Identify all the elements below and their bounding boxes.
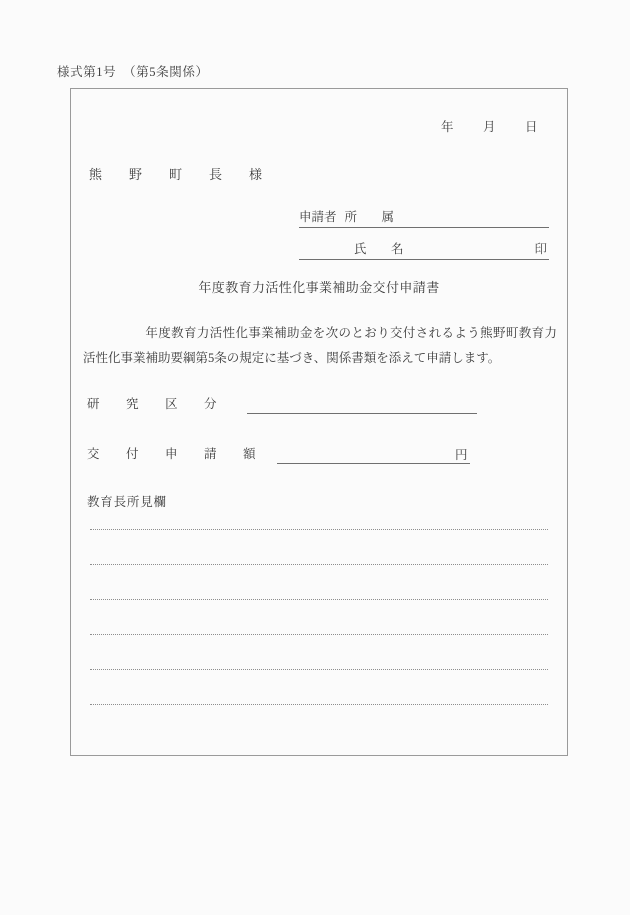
comment-line[interactable]	[90, 704, 548, 705]
application-sheet	[70, 88, 568, 756]
comments-area[interactable]	[90, 529, 548, 705]
field-research-division[interactable]	[87, 394, 477, 414]
comment-line[interactable]	[90, 669, 548, 670]
date-year-label: 年	[441, 120, 454, 134]
grant-amount-unit: 円	[455, 447, 468, 462]
applicant-block	[299, 207, 549, 260]
body-line-2: 活性化事業補助要綱第5条の規定に基づき、関係書類を添えて申請します。	[83, 351, 501, 365]
comment-line[interactable]	[90, 599, 548, 600]
field-grant-amount[interactable]	[87, 444, 470, 464]
document-title: 年度教育力活性化事業補助金交付申請書	[198, 280, 440, 295]
applicant-prefix-label: 申請者	[299, 210, 337, 224]
date-month-label: 月	[483, 120, 496, 134]
applicant-name-row[interactable]	[299, 239, 549, 260]
grant-amount-input[interactable]	[277, 446, 470, 464]
addressee-line: 熊 野 町 長 様	[89, 167, 270, 182]
grant-amount-label: 交 付 申 請 額	[87, 447, 263, 461]
body-line-1: 年度教育力活性化事業補助金を次のとおり交付されるよう熊野町教育力	[145, 326, 557, 340]
applicant-affiliation-row[interactable]	[299, 207, 549, 228]
applicant-affiliation-label: 所 属	[344, 210, 401, 224]
seal-mark-icon: 印	[534, 242, 547, 256]
comment-line[interactable]	[90, 529, 548, 530]
applicant-name-label: 氏 名	[354, 242, 410, 256]
date-line	[71, 117, 567, 135]
comment-line[interactable]	[90, 634, 548, 635]
research-division-input[interactable]	[247, 396, 477, 414]
comment-line[interactable]	[90, 564, 548, 565]
form-number: 様式第1号 （第5条関係）	[57, 65, 209, 79]
comments-heading: 教育長所見欄	[87, 495, 167, 509]
research-division-label: 研 究 区 分	[87, 397, 224, 411]
body-paragraph	[83, 321, 557, 371]
date-day-label: 日	[525, 120, 538, 134]
